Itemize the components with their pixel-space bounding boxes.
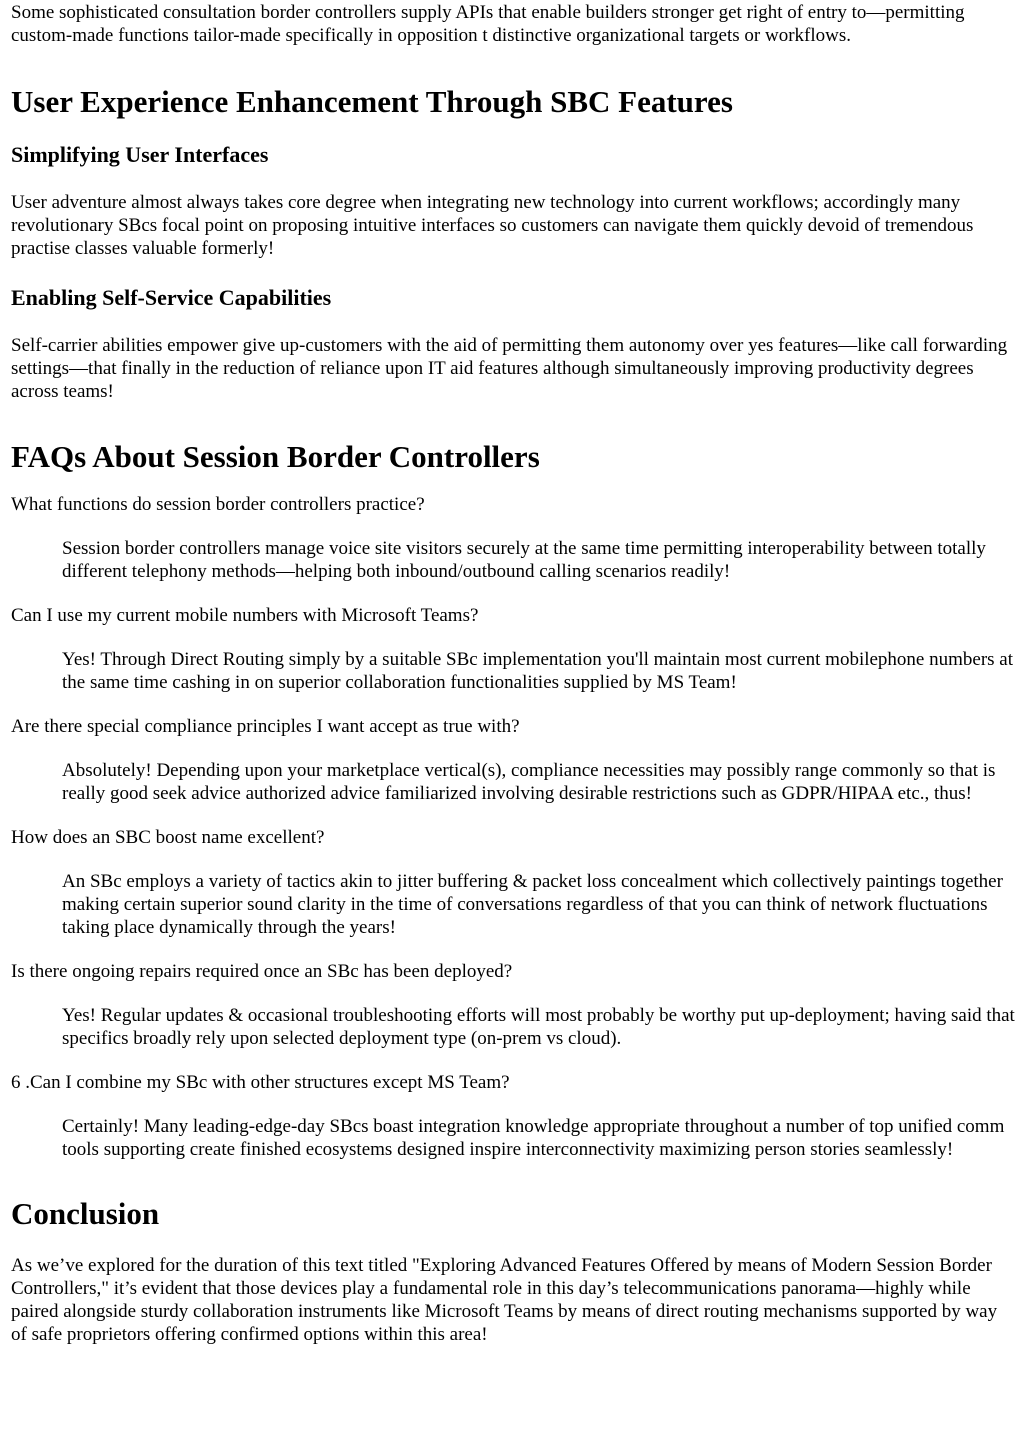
- article: [0, 1, 1024, 1346]
- simplify-paragraph: User adventure almost always takes core degree when integrating new technology into current workflows; accordingly many revolutionary SBcs focal point on proposing intuitive interfaces so customers can navigate them quickly devoid of tremendous practise classes valuable formerly!: [11, 192, 974, 259]
- faq-heading: FAQs About Session Border Controllers: [11, 439, 540, 474]
- faq-answer: An SBc employs a variety of tactics akin to jitter buffering & packet loss concealment which collectively paintings together making certain superior sound clarity in the time of conversations regardless of that you can think of network fluctuations taking place dynamically through the years!: [62, 871, 1003, 938]
- faq-question: How does an SBC boost name excellent?: [11, 827, 325, 848]
- ux-heading: User Experience Enhancement Through SBC Features: [11, 84, 733, 119]
- faq-answer: Session border controllers manage voice site visitors securely at the same time permitting interoperability between totally different telephony methods—helping both inbound/outbound calling scenarios readily!: [62, 538, 986, 582]
- faq-item: [11, 604, 1015, 694]
- faq-item: [11, 826, 1015, 939]
- faq-item: [11, 493, 1015, 583]
- faq-answer: Certainly! Many leading-edge-day SBcs boast integration knowledge appropriate throughout a number of top unified comm tools supporting create finished ecosystems designed inspire interconnectivity maximizing person stories seamlessly!: [62, 1116, 1005, 1160]
- faq-question: Is there ongoing repairs required once an SBc has been deployed?: [11, 961, 513, 982]
- faq-list: [11, 493, 1015, 1161]
- intro-paragraph: Some sophisticated consultation border controllers supply APIs that enable builders stronger get right of entry to—permitting custom-made functions tailor-made specifically in opposition t distinctive organizational targets or workflows.: [11, 2, 965, 46]
- faq-question: 6 .Can I combine my SBc with other structures except MS Team?: [11, 1072, 510, 1093]
- conclusion-section: [11, 1197, 1015, 1346]
- faq-answer: Absolutely! Depending upon your marketplace vertical(s), compliance necessities may possibly range commonly so that is really good seek advice authorized advice familiarized involving desirable restrictions such as GDPR/HIPAA etc., thus!: [62, 760, 996, 804]
- ux-section: [11, 85, 1015, 403]
- faq-item: [11, 1071, 1015, 1161]
- faq-item: [11, 715, 1015, 805]
- faq-question: What functions do session border controllers practice?: [11, 494, 425, 515]
- simplify-heading: Simplifying User Interfaces: [11, 142, 269, 167]
- faq-question: Are there special compliance principles I want accept as true with?: [11, 716, 520, 737]
- faq-question: Can I use my current mobile numbers with Microsoft Teams?: [11, 605, 479, 626]
- conclusion-heading: Conclusion: [11, 1196, 160, 1231]
- selfservice-paragraph: Self-carrier abilities empower give up-customers with the aid of permitting them autonomy over yes features—like call forwarding settings—that finally in the reduction of reliance upon IT aid features although simultaneously improving productivity degrees across teams!: [11, 335, 1008, 402]
- faq-answer: Yes! Regular updates & occasional troubleshooting efforts will most probably be worthy put up-deployment; having said that specifics broadly rely upon selected deployment type (on-prem vs cloud).: [62, 1005, 1015, 1049]
- conclusion-paragraph: As we’ve explored for the duration of this text titled "Exploring Advanced Features Offered by means of Modern Session Border Controllers," it’s evident that those devices play a fundamental role in this day’s telecommunications panorama—highly while paired alongside sturdy collaboration instruments like Microsoft Teams by means of direct routing mechanisms supported by way of safe proprietors offering confirmed options within this area!: [11, 1255, 998, 1345]
- selfservice-heading: Enabling Self-Service Capabilities: [11, 285, 332, 310]
- faq-section: [11, 440, 1015, 1161]
- faq-item: [11, 960, 1015, 1050]
- faq-answer: Yes! Through Direct Routing simply by a suitable SBc implementation you'll maintain most current mobilephone numbers at the same time cashing in on superior collaboration functionalities supplied by MS Team!: [62, 649, 1014, 693]
